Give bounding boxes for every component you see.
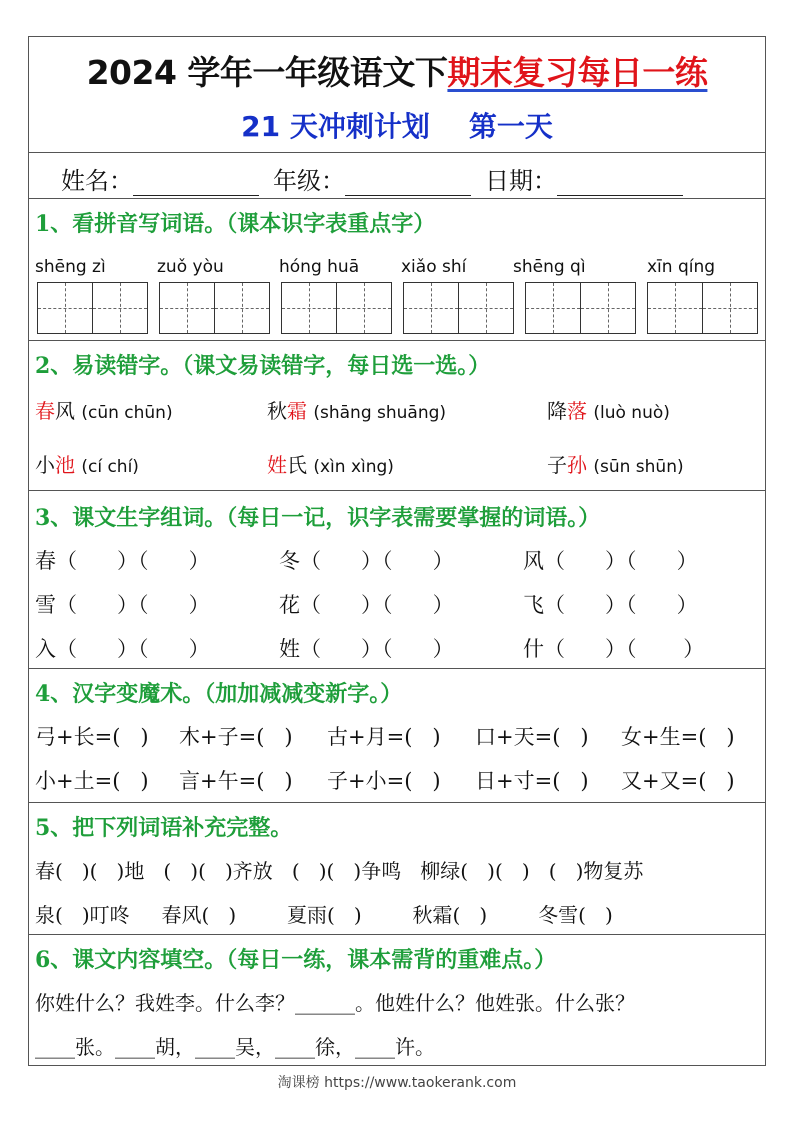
section-2-title: 2、易读错字。（课文易读错字，每日选一选。） [35, 353, 491, 379]
pronunciation-item[interactable]: 小池 (cí chí) [35, 453, 139, 477]
section-1-title: 1、看拼音写词语。（课本识字表重点字） [35, 211, 436, 237]
section-2 [29, 341, 765, 491]
writing-grid[interactable] [525, 282, 634, 334]
pronunciation-item[interactable]: 姓氏 (xìn xìng) [267, 453, 394, 477]
pronunciation-item[interactable]: 春风 (cūn chūn) [35, 399, 173, 423]
writing-grid[interactable] [159, 282, 268, 334]
pinyin-4: xiǎo shí [401, 257, 467, 277]
section-3 [29, 491, 765, 669]
date-field[interactable] [557, 173, 683, 196]
idiom-line-2[interactable]: 泉( )叮咚 春风( ) 夏雨( ) 秋霜( ) 冬雪( ) [35, 903, 613, 927]
char-equation[interactable]: 小+土=( ) [35, 769, 149, 793]
title-black: 2024 学年一年级语文下 [86, 53, 448, 92]
section-6 [29, 935, 765, 1066]
char-equation[interactable]: 日+寸=( ) [475, 769, 589, 793]
header [29, 37, 765, 153]
char-equation[interactable]: 言+午=( ) [179, 769, 293, 793]
pinyin-6: xīn qíng [647, 257, 716, 277]
section-5-title: 5、把下列词语补充完整。 [35, 815, 293, 841]
info-fields [61, 161, 683, 196]
char-equation[interactable]: 木+子=( ) [179, 725, 293, 749]
pinyin-1: shēng zì [35, 257, 106, 277]
word-item[interactable]: 入（ ）（ ） [35, 637, 210, 661]
grade-field[interactable] [345, 173, 471, 196]
pronunciation-item[interactable]: 子孙 (sūn shūn) [547, 453, 684, 477]
word-item[interactable]: 花（ ）（ ） [279, 593, 454, 617]
section-4 [29, 669, 765, 803]
fill-line-1[interactable]: 你姓什么？我姓李。什么李？______。他姓什么？他姓张。什么张？ [35, 991, 635, 1015]
word-item[interactable]: 风（ ）（ ） [523, 549, 698, 573]
writing-grid[interactable] [647, 282, 756, 334]
section-5 [29, 803, 765, 935]
writing-grid[interactable] [37, 282, 146, 334]
fill-line-2[interactable]: ____张。____胡，____吴，____徐，____许。 [35, 1035, 435, 1059]
word-item[interactable]: 飞（ ）（ ） [523, 593, 698, 617]
worksheet [28, 36, 766, 1066]
word-item[interactable]: 冬（ ）（ ） [279, 549, 454, 573]
section-4-title: 4、汉字变魔术。（加加减减变新字。） [35, 681, 403, 707]
char-equation[interactable]: 又+又=( ) [621, 769, 735, 793]
pinyin-3: hóng huā [279, 257, 360, 277]
pronunciation-item[interactable]: 降落 (luò nuò) [547, 399, 670, 423]
idiom-line-1[interactable]: 春( )( )地 ( )( )齐放 ( )( )争鸣 柳绿( )( ) ( )物复苏 [35, 859, 644, 883]
grade-label: 年级： [273, 167, 345, 195]
writing-grid[interactable] [281, 282, 390, 334]
char-equation[interactable]: 子+小=( ) [327, 769, 441, 793]
section-1 [29, 199, 765, 341]
char-equation[interactable]: 女+生=( ) [621, 725, 735, 749]
section-6-title: 6、课文内容填空。（每日一练，课本需背的重难点。） [35, 947, 557, 973]
word-item[interactable]: 姓（ ）（ ） [279, 637, 454, 661]
footer-url: 淘课榜 https://www.taokerank.com [277, 1075, 517, 1091]
title-red: 期末复习每日一练 [447, 53, 708, 92]
page-subtitle: 21 天冲刺计划 第一天 [241, 110, 553, 143]
writing-grid[interactable] [403, 282, 512, 334]
name-field[interactable] [133, 173, 259, 196]
word-item[interactable]: 雪（ ）（ ） [35, 593, 210, 617]
section-3-title: 3、课文生字组词。（每日一记，识字表需要掌握的词语。） [35, 505, 601, 531]
pinyin-5: shēng qì [513, 257, 586, 277]
char-equation[interactable]: 古+月=( ) [327, 725, 441, 749]
word-item[interactable]: 什（ ）（ ） [523, 637, 705, 661]
page-title [29, 47, 765, 94]
info-row [29, 153, 765, 199]
char-equation[interactable]: 弓+长=( ) [35, 725, 149, 749]
pinyin-2: zuǒ yòu [157, 257, 224, 277]
word-item[interactable]: 春（ ）（ ） [35, 549, 210, 573]
char-equation[interactable]: 口+天=( ) [475, 725, 589, 749]
name-label: 姓名： [61, 167, 133, 195]
date-label: 日期： [485, 167, 557, 195]
pronunciation-item[interactable]: 秋霜 (shāng shuāng) [267, 399, 447, 423]
